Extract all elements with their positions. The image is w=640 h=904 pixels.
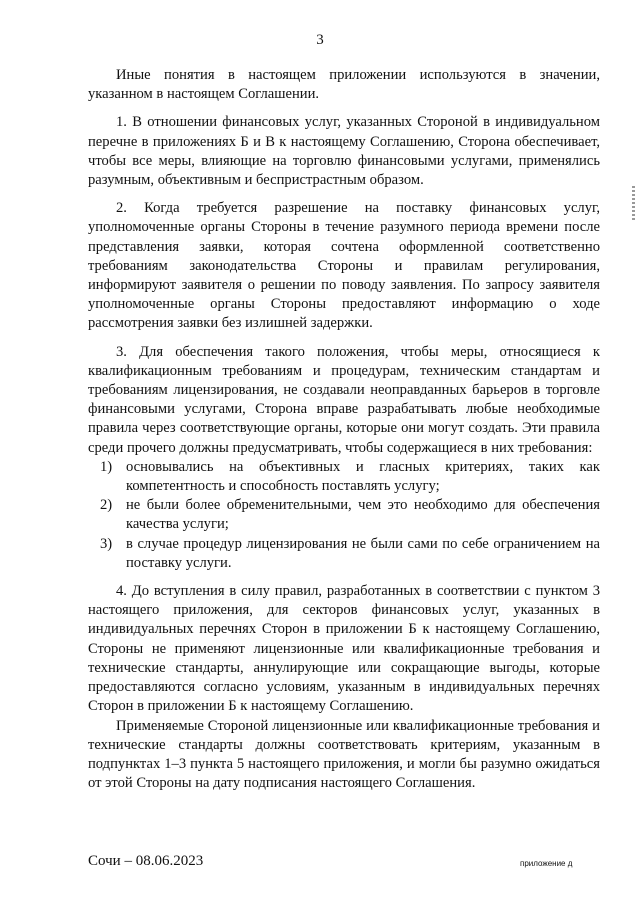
footer-annex-label: приложение д	[520, 859, 573, 868]
subitem-list	[88, 458, 600, 573]
subitem-number: 2)	[100, 497, 113, 514]
subitem-text: не были более обременительными, чем это необходимо для обеспечения качества услуги;	[126, 497, 600, 533]
subitem-text: основывались на объективных и гласных критериях, таких как компетентность и способность поставлять услугу;	[126, 458, 600, 495]
intro-paragraph: Иные понятия в настоящем приложении используются в значении, указанном в настоящем Соглашении.	[88, 67, 600, 103]
footer-location-date: Сочи – 08.06.2023	[88, 853, 204, 869]
paragraph-2: 2. Когда требуется разрешение на поставку финансовых услуг, уполномоченные органы Стороны в течение разумного периода времени после представления заявки, которая сочтена оформленной соответственно требованиям законодательства Стороны и правилам регулирования, информируют заявителя о решении по поводу заявления. По запросу заявителя уполномоченные органы Стороны предоставляют информацию о ходе рассмотрения заявки без излишней задержки.	[88, 200, 600, 332]
subitem-number: 3)	[100, 535, 113, 552]
closing-paragraph: Применяемые Стороной лицензионные или квалификационные требования и технические стандарты должны соответствовать критериям, указанным в подпунктах 1–3 пункта 5 настоящего приложения, и могли бы разумно ожидаться от этой Стороны на дату подписания настоящего Соглашения.	[88, 717, 600, 792]
subitem-1	[100, 458, 600, 496]
subitem-2	[100, 496, 600, 534]
subitem-3	[100, 535, 600, 573]
subitem-number: 1)	[100, 458, 113, 475]
document-body	[88, 66, 600, 793]
subitem-text: в случае процедур лицензирования не были сами по себе ограничением на поставку услуги.	[126, 535, 600, 571]
page-number: 3	[316, 32, 324, 48]
edge-mark	[632, 186, 635, 220]
paragraph-3: 3. Для обеспечения такого положения, чтобы меры, относящиеся к квалификационным требованиям и процедурам, техническим стандартам и требованиям лицензирования, не создавали неоправданных барьеров в торговле финансовыми услугами, Сторона вправе разрабатывать любые необходимые правила через соответствующие органы, которые они могут создать. Эти правила среди прочего должны предусматривать, чтобы содержащиеся в них требования:	[88, 343, 600, 456]
paragraph-1: 1. В отношении финансовых услуг, указанных Стороной в индивидуальном перечне в приложениях Б и В к настоящему Соглашению, Сторона обеспечивает, чтобы все меры, влияющие на торговлю финансовыми услугами, применялись разумным, объективным и беспристрастным образом.	[88, 114, 600, 189]
paragraph-4: 4. До вступления в силу правил, разработанных в соответствии с пунктом 3 настоящего приложения, для секторов финансовых услуг, указанных в индивидуальных перечнях Сторон в приложении Б к настоящему Соглашению, Стороны не применяют лицензионные или квалификационные требования и технические стандарты, аннулирующие или сокращающие выгоды, которые предоставляются согласно условиям, указанным в индивидуальных перечнях Сторон в приложении Б к настоящему Соглашению.	[88, 583, 600, 715]
